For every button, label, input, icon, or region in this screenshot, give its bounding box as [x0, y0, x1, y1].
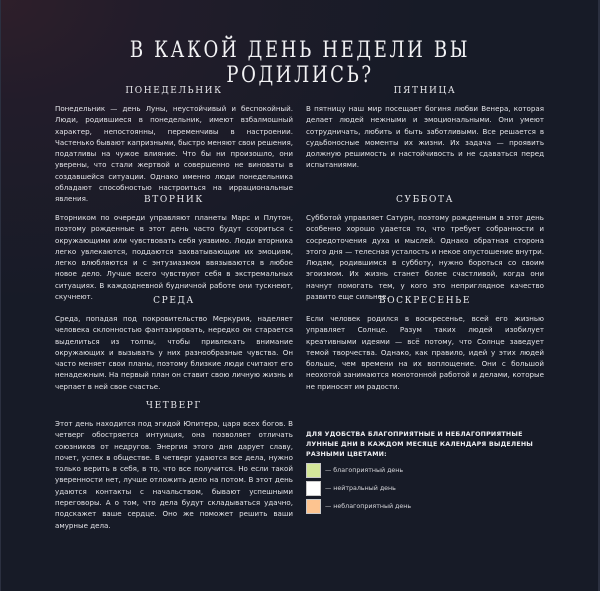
- section-text: Если человек родился в воскресенье, всей его жизнью управляет Солнце. Разум таких людей изобилует креативными идеями — всё потому, что Солнце заведует темой творчества. Однако, как правило, идей у этих людей больше, чем времени на их воплощение. Они с большой неохотой занимаются монотонной работой и делами, которые не приносят им радости.: [306, 314, 544, 391]
- section-heading: ВТОРНИК: [144, 195, 204, 205]
- section-heading: ПОНЕДЕЛЬНИК: [125, 86, 223, 96]
- color-legend: [306, 430, 546, 514]
- legend-label: — благоприятный день: [325, 467, 404, 474]
- section-text: Этот день находится под эгидой Юпитера, царя всех богов. В четверг обостряется интуиция, она позволяет отличать союзников от недругов. Энергия этого дня дарует славу, почет, успех в обществе. В четверг удаются все дела, нужно только верить в себя, в то, что все получится. Но если такой уверенности нет, лучше отложить дело на потом. В этот день удаются контакты с начальством, бывают успешными переговоры. А о том, что дела будут складываться удачно, подскажет ваше сердце. Оно же поможет решить ваши амурные дела.: [55, 419, 293, 530]
- section-text: Понедельник — день Луны, неустойчивый и беспокойный. Люди, родившиеся в понедельник, имеют взбалмошный характер, непостоянны, переменчивы в настроении. Частенько бывают капризными, быстро меняют свои решения, податливы на чужое влияние. Что бы ни произошло, они уверены, что стали жертвой и совершенно не виноваты в создавшейся ситуации. Однако именно люди понедельника обладают способностью настроиться на иррациональные явления.: [55, 104, 293, 204]
- favorable-swatch-icon: [306, 463, 321, 478]
- neutral-swatch-icon: [306, 481, 321, 496]
- section-saturday: [306, 195, 544, 302]
- section-heading: СРЕДА: [153, 296, 195, 306]
- section-text: Субботой управляет Сатурн, поэтому рожденным в этот день особенно хорошо удается то, что требует собранности и сосредоточения духа и мыслей. Однако обратная сторона этого дня — телесная усталость и некое опустошение внутри. Людям, родившимся в субботу, нужно бороться со своим эгоизмом. Их жизнь станет более счастливой, когда они начнут помогать тем, у кого это неприглядное качество развито еще сильнее.: [306, 213, 544, 302]
- section-sunday: [306, 296, 544, 392]
- legend-label: — неблагоприятный день: [325, 503, 412, 510]
- section-wednesday: [55, 296, 293, 392]
- legend-item-unfavorable: [306, 499, 546, 514]
- section-heading: ВОСКРЕСЕНЬЕ: [378, 296, 471, 306]
- page-border-left: [0, 0, 1, 591]
- legend-item-favorable: [306, 463, 546, 478]
- section-text: Среда, попадая под покровительство Меркурия, наделяет человека склонностью фантазировать, нередко он старается выделиться из толпы, чтобы привлекать внимание окружающих и вызывать у них разнообразные чувства. Он часто меняет свои планы, поэтому близкие люди считают его ненадежным. На первый план он ставит свою личную жизнь и черпает в ней свое счастье.: [55, 314, 293, 391]
- unfavorable-swatch-icon: [306, 499, 321, 514]
- legend-label: — нейтральный день: [325, 485, 396, 492]
- section-text: В пятницу наш мир посещает богиня любви Венера, которая делает людей нежными и эмоциональными. Они умеют сотрудничать, любить и быть заботливыми. Все решается в судьбоносные моменты их жизни. Их задача — проявить должную решимость и настойчивость и не сдаваться перед испытаниями.: [306, 104, 544, 170]
- section-friday: [306, 86, 544, 171]
- section-heading: ЧЕТВЕРГ: [146, 401, 202, 411]
- page-title: В КАКОЙ ДЕНЬ НЕДЕЛИ ВЫ РОДИЛИСЬ?: [129, 38, 471, 88]
- legend-item-neutral: [306, 481, 546, 496]
- legend-title: ДЛЯ УДОБСТВА БЛАГОПРИЯТНЫЕ И НЕБЛАГОПРИЯТНЫЕ ЛУННЫЕ ДНИ В КАЖДОМ МЕСЯЦЕ КАЛЕНДАРЯ ВЫДЕЛЕНЫ РАЗНЫМИ ЦВЕТАМИ:: [306, 431, 534, 458]
- section-heading: СУББОТА: [395, 195, 454, 205]
- section-tuesday: [55, 195, 293, 302]
- section-heading: ПЯТНИЦА: [393, 86, 457, 96]
- section-text: Вторником по очереди управляют планеты Марс и Плутон, поэтому рожденные в этот день часто будут ссориться с окружающими или чувствовать себя уязвимо. Люди вторника легко увлекаются, поддаются захватывающим их эмоциям, легко влюбляются и с энтузиазмом ввязываются в любое новое дело. Лучше всего чувствуют себя в экстремальных ситуациях. В каждодневной будничной работе они тускнеют, скучнеют.: [55, 213, 293, 302]
- section-thursday: [55, 401, 293, 531]
- section-monday: [55, 86, 293, 205]
